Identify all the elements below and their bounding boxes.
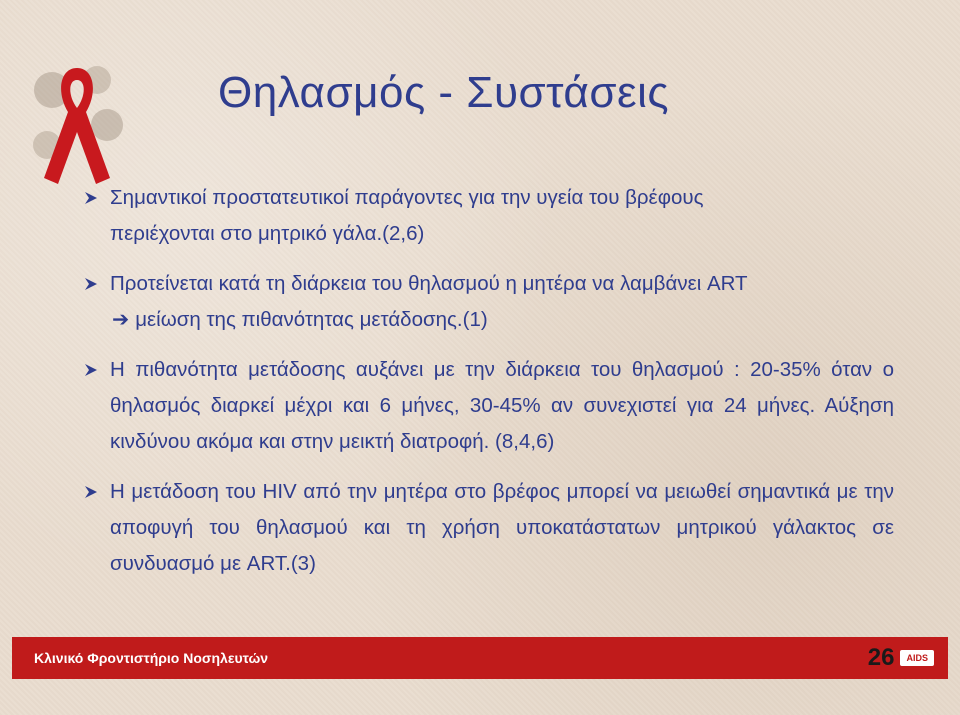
bullet-text: Η μετάδοση του HIV από την μητέρα στο βρέφος μπορεί να μειωθεί σημαντικά με την αποφυγή του θηλασμού και τη χρήση υποκατάστατων μητρικού γάλακτος σε συνδυασμό με ART.(3) <box>110 480 894 575</box>
slide-title: Θηλασμός - Συστάσεις <box>218 68 670 117</box>
bullet-item <box>84 180 894 252</box>
red-ribbon-logo <box>22 50 132 200</box>
bullet-item <box>84 266 894 338</box>
page-number: 26 <box>867 644 895 671</box>
footer-bar <box>12 637 948 679</box>
bullet-arrow-icon <box>84 191 98 205</box>
bullet-text: Προτείνεται κατά τη διάρκεια του θηλασμού η μητέρα να λαμβάνει ART <box>110 272 748 295</box>
sub-point-text: μείωση της πιθανότητας μετάδοσης.(1) <box>135 308 488 331</box>
bullet-list <box>84 180 894 596</box>
org-badge: AIDS <box>900 650 934 666</box>
bullet-text: Η πιθανότητα μετάδοσης αυξάνει με την διάρκεια του θηλασμού : 20-35% όταν ο θηλασμός διαρκεί μέχρι και 6 μήνες, 30-45% αν συνεχιστεί για 24 μήνες. Αύξηση κινδύνου ακόμα και στην μεικτή διατροφή. (8,4,6) <box>110 358 894 453</box>
bullet-text: περιέχονται στο μητρικό γάλα.(2,6) <box>110 222 425 245</box>
bullet-text: Σημαντικοί προστατευτικοί παράγοντες για την υγεία του βρέφους <box>110 186 704 209</box>
footer-right <box>868 637 948 679</box>
bullet-arrow-icon <box>84 485 98 499</box>
bullet-item <box>84 474 894 582</box>
bullet-arrow-icon <box>84 363 98 377</box>
footer-label: Κλινικό Φροντιστήριο Νοσηλευτών <box>34 650 269 666</box>
right-arrow-icon: ➔ <box>112 308 130 331</box>
bullet-item <box>84 352 894 460</box>
bullet-arrow-icon <box>84 277 98 291</box>
sub-point <box>110 302 894 338</box>
